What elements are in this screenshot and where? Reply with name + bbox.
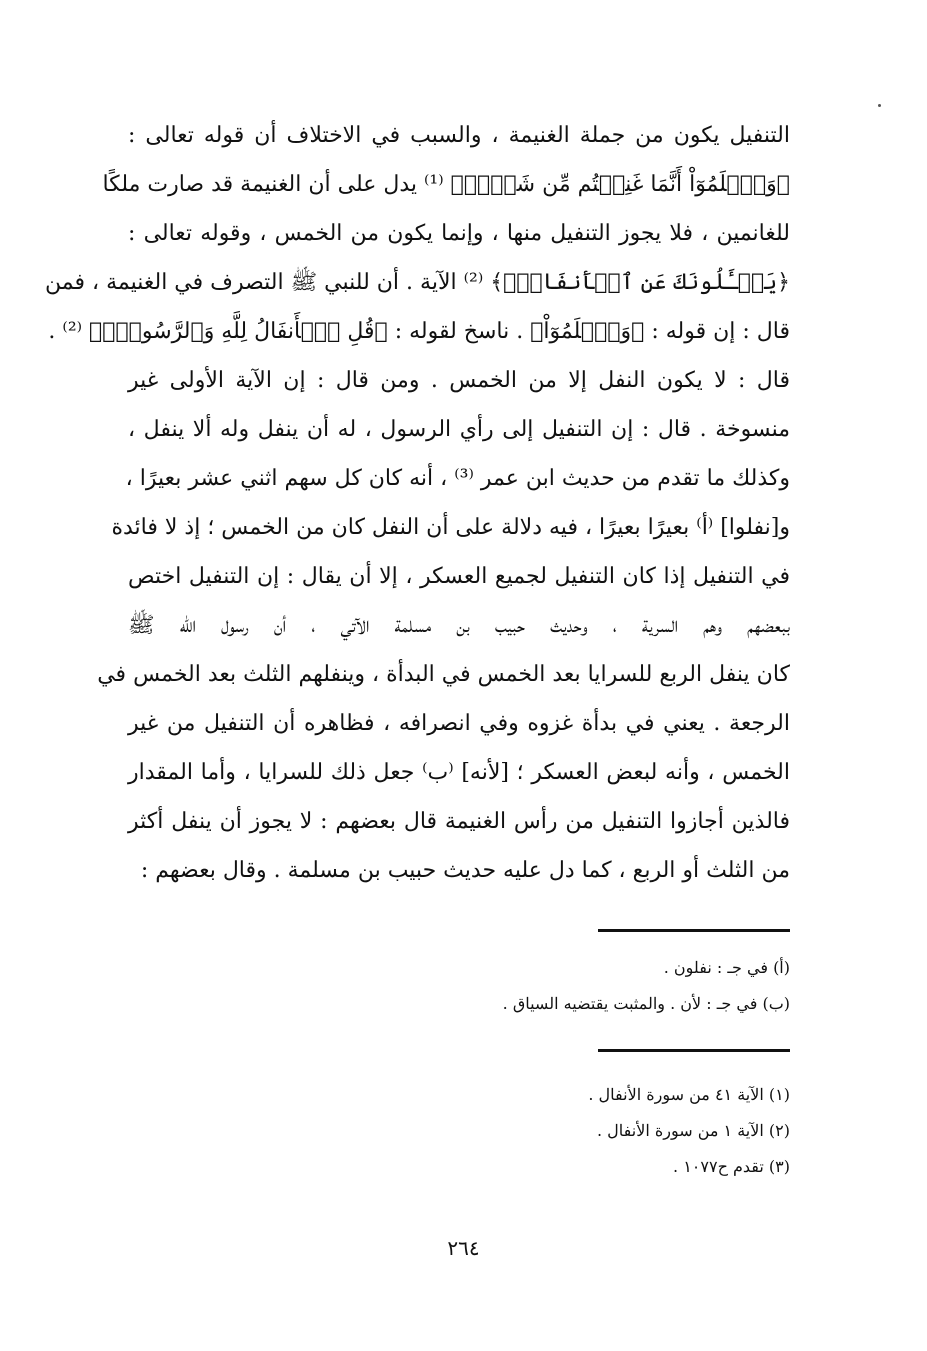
text-line: و[نفلوا] ⁽أ⁾ بعيرًا بعيرًا ، فيه دلالة على أن النفل كان من الخمس ؛ إذ لا فائدة: [111, 515, 790, 540]
variant-note: (أ) في جـ : نفلون .: [663, 958, 790, 977]
text-line: الخمس ، وأنه لبعض العسكر ؛ [لأنه] ⁽ب⁾ جعل ذلك للسرايا ، وأما المقدار: [128, 760, 790, 785]
variant-notes-divider: [598, 929, 790, 932]
text-line: من الثلث أو الربع ، كما دل عليه حديث حبيب بن مسلمة . وقال بعضهم :: [140, 858, 790, 883]
text-line: ﴿وَٱعۡلَمُوٓاْ أَنَّمَا غَنِمۡتُم مِّن شَيۡءٖ﴾ ⁽¹⁾ يدل على أن الغنيمة قد صارت ملكًا: [102, 172, 790, 197]
text-line: كان ينفل الربع للسرايا بعد الخمس في البدأة ، وينفلهم الثلث بعد الخمس في: [97, 662, 790, 687]
text-line: قال : إن قوله : ﴿وَٱعۡلَمُوٓاْ﴾ . ناسخ لقوله : ﴿قُلِ ٱلۡأَنفَالُ لِلَّهِ وَٱلرَّسُولِۖ﴾ ⁽²⁾ .: [48, 319, 790, 344]
text-line: الرجعة . يعني في بدأة غزوه وفي انصرافه ، فظاهره أن التنفيل من غير: [128, 711, 790, 736]
text-line: وكذلك ما تقدم من حديث ابن عمر ⁽³⁾ ، أنه كان كل سهم اثني عشر بعيرًا ،: [125, 466, 790, 491]
text-line: منسوخة . قال : إن التنفيل إلى رأي الرسول ، له أن ينفل وله ألا ينفل ،: [128, 417, 790, 442]
footnotes-divider: [598, 1049, 790, 1052]
footnote: (٢) الآية ١ من سورة الأنفال .: [596, 1121, 790, 1140]
footnote: (١) الآية ٤١ من سورة الأنفال .: [588, 1085, 790, 1104]
scan-speck: [878, 104, 881, 107]
text-line: ﴿يَسۡـَٔلُونَكَ عَنِ ٱلۡأَنفَالِۖ﴾ ⁽²⁾ الآية . أن للنبي ﷺ التصرف في الغنيمة ، فمن: [45, 270, 790, 295]
text-line: للغانمين ، فلا يجوز التنفيل منها ، وإنما يكون من الخمس ، وقوله تعالى :: [128, 221, 790, 246]
footnotes: [128, 1077, 790, 1185]
text-line: ببعضهم وهم السرية ، وحديث حبيب بن مسلمة الآتي ، أن رسول الله ﷺ: [128, 613, 790, 638]
variant-notes: [128, 950, 790, 1022]
page-number: ٢٦٤: [447, 1236, 480, 1260]
text-line: فالذين أجازوا التنفيل من رأس الغنيمة قال بعضهم : لا يجوز أن ينفل أكثر: [128, 809, 790, 834]
text-line: قال : لا يكون النفل إلا من الخمس . ومن قال : إن الآية الأولى غير: [128, 368, 790, 393]
main-text: [45, 116, 790, 900]
text-line: في التنفيل إذا كان التنفيل لجميع العسكر ، إلا أن يقال : إن التنفيل اختص: [128, 564, 790, 589]
variant-note: (ب) في جـ : لأن . والمثبت يقتضيه السياق .: [502, 994, 790, 1013]
footnote: (٣) تقدم ح١٠٧٧ .: [673, 1157, 790, 1176]
text-line: التنفيل يكون من جملة الغنيمة ، والسبب في الاختلاف أن قوله تعالى :: [128, 123, 790, 148]
